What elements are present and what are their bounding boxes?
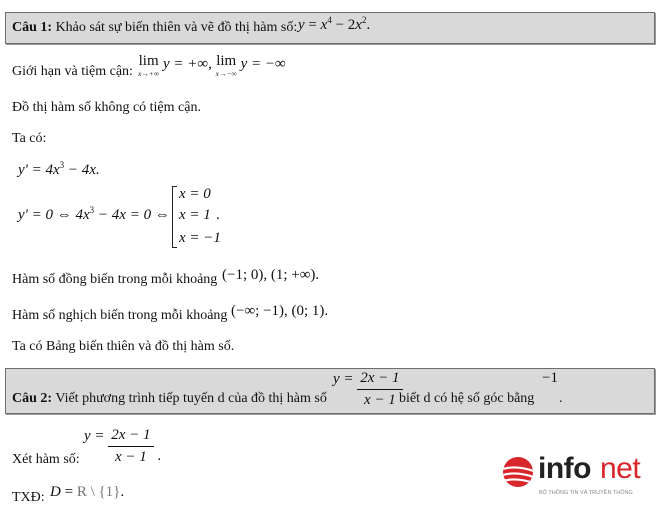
question-1-formula: $y = x^4 - 2x^2$. — [298, 15, 371, 33]
question-1-prompt: Khảo sát sự biến thiên và vẽ đồ thị hàm số: — [55, 20, 298, 35]
question-2-box — [5, 368, 655, 414]
increasing-intervals: (−1; 0), (1; +∞). — [222, 267, 320, 283]
domain-formula: D = R \ {1}. — [50, 484, 125, 500]
case-2: x = 1 — [179, 207, 211, 223]
derivative-formula: $y' = 4x^3 - 4x$. — [18, 160, 100, 178]
cases-bracket — [172, 186, 177, 248]
question-2-formula: y = $\frac{2x - 1}{x - 1}$ — [333, 371, 403, 409]
decreasing-intervals: (−∞; −1), (0; 1). — [231, 303, 329, 319]
question-2-text — [12, 391, 327, 407]
brand-net: net — [600, 452, 641, 485]
slope-value: −1 — [542, 370, 558, 386]
logo-tagline: BỘ THÔNG TIN VÀ TRUYỀN THÔNG — [539, 490, 633, 496]
increasing-line: Hàm số đồng biến trong mỗi khoảng — [12, 272, 218, 287]
question-1-text — [12, 20, 297, 36]
critical-formula: y' = 0 ⇔ $4x^3 - 4x = 0$ ⇔ — [18, 205, 170, 223]
ta-co-text: Ta có: — [12, 131, 47, 146]
decreasing-line: Hàm số nghịch biến trong mỗi khoảng — [12, 308, 228, 323]
limits-formula: lim x→+∞ y = +∞, lim x→−∞ y = −∞ — [138, 53, 286, 78]
consider-label: Xét hàm số: — [12, 452, 80, 467]
domain-label: TXĐ: — [12, 490, 45, 505]
limits-label: Giới hạn và tiệm cận: — [12, 64, 133, 79]
case-3: x = −1 — [179, 230, 221, 246]
question-1-box — [5, 12, 655, 44]
case-1: x = 0 — [179, 186, 211, 202]
table-note: Ta có Bảng biến thiên và đồ thị hàm số. — [12, 339, 235, 354]
question-2-prompt: Viết phương trình tiếp tuyến d của đồ thị hàm số — [55, 391, 327, 406]
globe-icon — [502, 456, 534, 488]
question-2-end: . — [559, 391, 563, 406]
case-end: . — [216, 207, 220, 223]
question-1-label: Câu 1: — [12, 20, 53, 35]
question-2-prompt-2: biết d có hệ số góc bằng — [399, 391, 535, 406]
asymptote-text: Đồ thị hàm số không có tiệm cận. — [12, 100, 201, 115]
consider-formula: y = $\frac{2x - 1}{x - 1}$ . — [84, 427, 162, 465]
infonet-logo — [500, 452, 660, 502]
brand-info: info — [538, 452, 591, 485]
question-2-label: Câu 2: — [12, 391, 53, 406]
limits-line — [12, 64, 133, 80]
